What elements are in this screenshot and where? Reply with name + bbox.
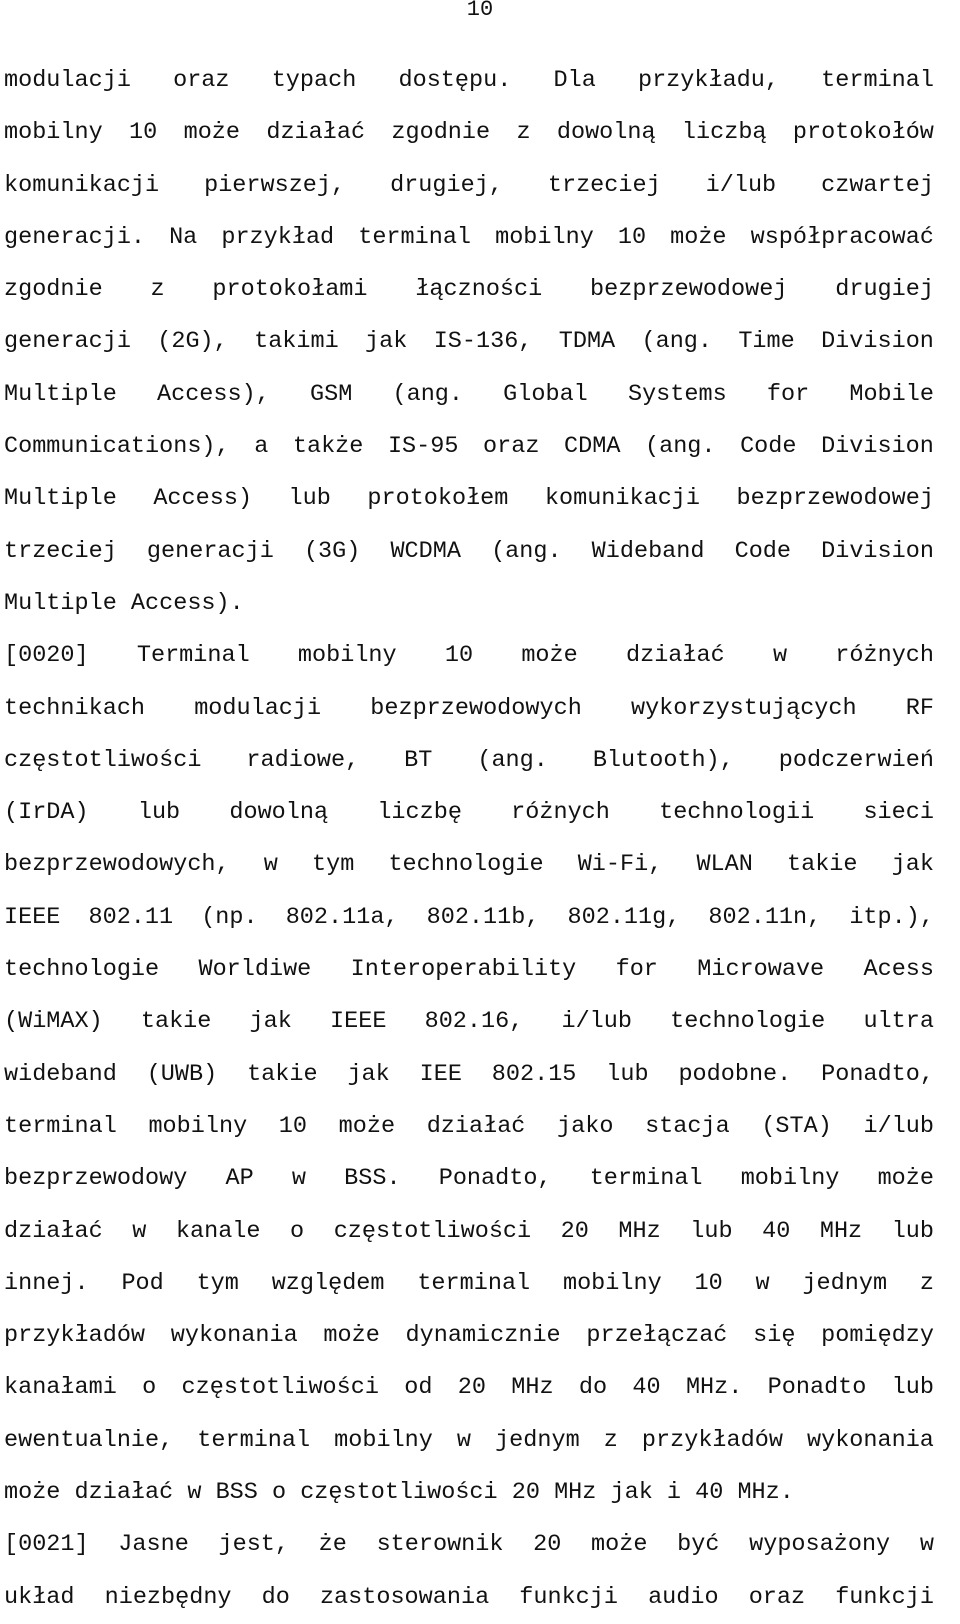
text-line (4, 212, 934, 264)
word: technikach (4, 694, 146, 722)
word: dostępu. (398, 67, 512, 94)
word: IEE (419, 1060, 462, 1088)
word: drugiej, (390, 171, 503, 199)
word: technologie (4, 956, 160, 984)
text-line (4, 55, 934, 107)
word: TDMA (558, 328, 616, 356)
text-line (4, 1153, 934, 1205)
word: audio (648, 1583, 719, 1611)
word: trzeciej (547, 171, 661, 199)
word: różnych (511, 799, 610, 827)
word: funkcji (835, 1583, 934, 1611)
word: jest, (218, 1531, 289, 1559)
word: (2G), (157, 328, 228, 356)
word: MHz (511, 1374, 554, 1402)
word: i/lub (863, 1112, 934, 1140)
text-line (4, 683, 934, 735)
word: Access) (153, 485, 253, 513)
text-line (4, 264, 934, 316)
word: przełączać (586, 1322, 728, 1350)
word: wyposażony (749, 1531, 891, 1559)
word: współpracować (750, 223, 934, 251)
word: 40 (695, 1479, 738, 1507)
word: może (4, 1479, 75, 1507)
word: względem (271, 1269, 385, 1297)
word: jak (610, 1479, 667, 1507)
word: przykład (221, 223, 335, 251)
text-line (4, 735, 934, 787)
word: komunikacji (4, 171, 160, 199)
word: Wideband (591, 537, 705, 565)
word: Microwave (697, 956, 825, 984)
word: działać (625, 642, 725, 670)
text-line (4, 1101, 934, 1153)
word: MHz (819, 1217, 863, 1245)
word: w (263, 851, 278, 879)
word: niezbędny (104, 1583, 232, 1611)
word: protokołem (367, 485, 509, 513)
word: jak (891, 851, 934, 879)
text-line (4, 421, 934, 473)
word: ewentualnie, (4, 1426, 174, 1454)
word: tym (312, 851, 355, 879)
word: mobilny (4, 119, 103, 147)
word: (ang. (491, 537, 562, 565)
word: z (516, 119, 531, 147)
word: w (772, 642, 788, 670)
word: mobilny (562, 1269, 662, 1297)
word: terminal (197, 1426, 311, 1454)
word: wykonania (170, 1322, 298, 1350)
text-line (4, 1572, 934, 1624)
word: (WiMAX) (4, 1008, 103, 1036)
text-line (4, 316, 934, 368)
word: MHz (554, 1479, 611, 1507)
word: WCDMA (390, 537, 461, 565)
word: Communications), (4, 433, 230, 461)
word: sieci (863, 799, 934, 827)
word: takie (247, 1060, 318, 1088)
word: bezprzewodowych (370, 694, 582, 722)
word: pomiędzy (821, 1322, 934, 1350)
word: i (666, 1479, 696, 1507)
text-line (4, 1519, 934, 1571)
word: z (919, 1269, 934, 1297)
word: radiowe, (246, 746, 360, 774)
word: mobilny (334, 1426, 433, 1454)
word: mobilny (740, 1165, 840, 1193)
word: terminal (358, 223, 472, 251)
word: funkcji (519, 1583, 618, 1611)
word: może (338, 1112, 396, 1140)
word: jak (347, 1060, 390, 1088)
word: oraz (483, 433, 540, 461)
word: z (150, 276, 165, 304)
word: (np. (201, 903, 258, 931)
word: wykorzystujących (630, 694, 857, 722)
word: for (615, 956, 658, 984)
word: MHz. (737, 1479, 794, 1507)
word: lub (891, 1217, 934, 1245)
word: w (187, 1479, 216, 1507)
word: lub (690, 1217, 733, 1245)
word: w (919, 1531, 934, 1559)
word: być (677, 1531, 720, 1559)
word: zgodnie (391, 119, 491, 147)
word: Time (738, 328, 795, 356)
word: kanałami (4, 1374, 117, 1402)
word: [0020] (4, 642, 89, 670)
word: 10 (129, 119, 158, 147)
text-line (4, 1415, 934, 1467)
word: Dla (553, 67, 596, 94)
word: sterownik (376, 1531, 504, 1559)
word: protokołami (212, 276, 368, 304)
word: (IrDA) (4, 799, 89, 827)
word: oraz (173, 67, 230, 94)
word: Global (503, 380, 588, 408)
word: 20 (560, 1217, 589, 1245)
word: technologie (388, 851, 544, 879)
word: (UWB) (146, 1060, 218, 1088)
word: mobilny (495, 223, 594, 251)
document-body (4, 55, 934, 1624)
word: Jasne (118, 1531, 189, 1559)
word: Interoperability (350, 956, 577, 984)
word: tym (196, 1269, 239, 1297)
word: bezprzewodowy (4, 1165, 188, 1193)
word: jako (557, 1112, 614, 1140)
text-line (4, 369, 934, 421)
word: w (755, 1269, 770, 1297)
word: 40 (632, 1374, 661, 1402)
word: 20 (511, 1479, 555, 1507)
word: bezprzewodowej (590, 276, 788, 304)
text-line (4, 1049, 934, 1101)
word: o (142, 1374, 157, 1402)
word: 20 (457, 1374, 486, 1402)
word: oraz (748, 1583, 806, 1611)
word: Ponadto, (438, 1165, 552, 1193)
word: jednym (802, 1269, 888, 1297)
word: takie (787, 851, 858, 879)
word: generacji (146, 537, 274, 565)
word: Systems (627, 380, 727, 408)
word: w (456, 1426, 472, 1454)
word: terminal (417, 1269, 531, 1297)
word: 10 (617, 223, 647, 251)
word: podczerwień (778, 746, 934, 774)
word: stacja (645, 1112, 730, 1140)
word: generacji. (4, 223, 146, 251)
word: dowolną (229, 799, 329, 827)
word: terminal (4, 1112, 117, 1140)
word: także (292, 433, 364, 461)
text-line (4, 787, 934, 839)
word: trzeciej (4, 537, 117, 565)
word: Ponadto (767, 1374, 867, 1402)
word: MHz. (685, 1374, 743, 1402)
page-number: 10 (466, 0, 494, 22)
word: terminal (589, 1165, 703, 1193)
word: może (323, 1322, 380, 1350)
word: wykonania (806, 1426, 934, 1454)
word: 10 (444, 642, 474, 670)
text-line (4, 1258, 934, 1310)
word: działać (426, 1112, 526, 1140)
word: się (753, 1322, 796, 1350)
word: działać (74, 1479, 188, 1507)
word: działać (266, 119, 366, 147)
word: generacji (4, 328, 131, 356)
word: a (254, 433, 269, 461)
word: Code (734, 537, 792, 565)
word: działać (4, 1217, 103, 1245)
word: może (521, 642, 578, 670)
word: Terminal (136, 642, 250, 670)
word: Division (821, 537, 934, 565)
word: do (578, 1374, 608, 1402)
word: 802.11g, (567, 903, 681, 931)
word: wideband (4, 1060, 117, 1088)
word: Ponadto, (821, 1060, 934, 1088)
word: lub (891, 1374, 934, 1402)
word: różnych (835, 642, 934, 670)
word: innej. (4, 1269, 89, 1297)
word: 802.15 (491, 1060, 577, 1088)
word: (3G) (303, 537, 361, 565)
word: 802.16, (424, 1008, 524, 1036)
word: Access), (157, 380, 270, 408)
word: IS-95 (387, 433, 459, 461)
word: (ang. (641, 328, 712, 356)
text-line (4, 473, 934, 525)
word: CDMA (564, 433, 621, 461)
word: o (290, 1217, 305, 1245)
word: może (183, 119, 241, 147)
word: przykładów (4, 1322, 146, 1350)
word: Access). (130, 589, 244, 617)
word: Acess (863, 956, 934, 984)
word: o (271, 1479, 301, 1507)
word: komunikacji (544, 485, 701, 513)
word: takie (140, 1008, 212, 1036)
word: może (591, 1531, 648, 1559)
word: modulacji (194, 694, 322, 722)
word: for (766, 380, 810, 408)
word: liczbą (681, 119, 767, 147)
word: w (291, 1165, 306, 1193)
word: mobilny (148, 1112, 248, 1140)
word: BT (404, 746, 433, 774)
word: IEEE (4, 903, 61, 931)
text-line (4, 1467, 934, 1519)
word: Blutooth), (592, 746, 734, 774)
text-line (4, 526, 934, 578)
word: Division (821, 328, 934, 356)
word: zastosowania (319, 1583, 490, 1611)
word: liczbę (377, 799, 462, 827)
word: (ang. (477, 746, 548, 774)
word: i/lub (705, 171, 777, 199)
word: MHz (618, 1217, 661, 1245)
word: częstotliwości (181, 1374, 379, 1402)
word: łączności (415, 276, 543, 304)
word: BSS. (344, 1165, 401, 1193)
word: przykładów (641, 1426, 783, 1454)
word: mobilny (297, 642, 397, 670)
word: 802.11a, (285, 903, 399, 931)
text-line (4, 1206, 934, 1258)
word: typach (271, 67, 357, 94)
word: jak (365, 328, 408, 356)
word: pierwszej, (204, 171, 346, 199)
text-line (4, 630, 934, 682)
text-line (4, 107, 934, 159)
word: IEEE (330, 1008, 387, 1036)
word: czwartej (821, 171, 934, 199)
word: Division (821, 433, 934, 461)
word: terminal (821, 67, 934, 94)
word: Pod (121, 1269, 164, 1297)
word: 10 (694, 1269, 723, 1297)
word: drugiej (835, 276, 934, 304)
word: przykładu, (637, 67, 779, 94)
word: może (670, 223, 727, 251)
word: lub (137, 799, 181, 827)
word: Multiple (4, 589, 131, 617)
word: (ang. (392, 380, 463, 408)
word: Multiple (4, 485, 117, 513)
word: kanale (175, 1217, 261, 1245)
word: BSS (215, 1479, 272, 1507)
text-line (4, 892, 934, 944)
word: ultra (863, 1008, 934, 1036)
word: bezprzewodowej (736, 485, 934, 513)
word: 802.11 (88, 903, 174, 931)
word: GSM (310, 380, 353, 408)
word: dowolną (556, 119, 656, 147)
word: WLAN (696, 851, 753, 879)
word: w (132, 1217, 147, 1245)
word: modulacji (4, 67, 131, 94)
word: 802.11n, (708, 903, 822, 931)
word: technologie (670, 1008, 826, 1036)
word: częstotliwości (300, 1479, 512, 1507)
word: Na (169, 223, 198, 251)
word: AP (225, 1165, 254, 1193)
word: bezprzewodowych, (4, 851, 230, 879)
word: jednym (495, 1426, 580, 1454)
word: częstotliwości (4, 746, 202, 774)
word: dynamicznie (405, 1322, 561, 1350)
word: do (261, 1583, 290, 1611)
word: 40 (762, 1217, 791, 1245)
word: Wi-Fi, (577, 851, 663, 879)
text-line (4, 578, 934, 630)
word: Code (740, 433, 797, 461)
word: i/lub (561, 1008, 632, 1036)
word: technologii (659, 799, 815, 827)
word: Multiple (4, 380, 117, 408)
word: 20 (533, 1531, 562, 1559)
word: układ (4, 1583, 75, 1611)
word: Worldiwe (198, 956, 312, 984)
text-line (4, 1310, 934, 1362)
text-line (4, 944, 934, 996)
word: z (603, 1426, 618, 1454)
word: takimi (254, 328, 339, 356)
word: 802.11b, (426, 903, 540, 931)
word: IS-136, (433, 328, 533, 356)
word: RF (905, 694, 934, 722)
word: że (318, 1531, 347, 1559)
word: (STA) (761, 1112, 832, 1140)
text-line (4, 1362, 934, 1414)
word: może (877, 1165, 934, 1193)
word: częstotliwości (333, 1217, 532, 1245)
word: protokołów (792, 119, 934, 147)
word: itp.), (849, 903, 934, 931)
text-line (4, 839, 934, 891)
word: jak (249, 1008, 292, 1036)
word: lub (606, 1060, 649, 1088)
word: [0021] (4, 1531, 89, 1559)
word: podobne. (678, 1060, 792, 1088)
text-line (4, 996, 934, 1048)
word: od (404, 1374, 433, 1402)
word: lub (288, 485, 331, 513)
text-line (4, 160, 934, 212)
word: 10 (278, 1112, 308, 1140)
word: zgodnie (4, 276, 103, 304)
word: (ang. (645, 433, 716, 461)
word: Mobile (849, 380, 934, 408)
